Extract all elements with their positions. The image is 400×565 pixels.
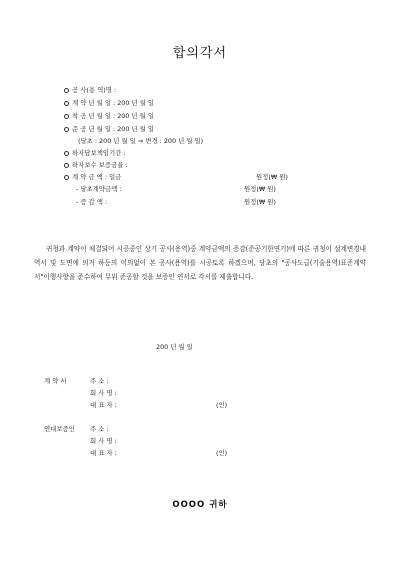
- original-amount-label: - 당초계약금액 :: [76, 185, 122, 193]
- contractor-rep: 대 표 자 :: [90, 401, 117, 409]
- guarantor-seal: (인): [216, 449, 228, 457]
- item-contract-name-label: 공 사(용 역)명 :: [72, 86, 117, 94]
- bullet-icon: [64, 163, 69, 168]
- item-end-date: [64, 125, 154, 133]
- change-amount-label: - 증 감 액 :: [76, 198, 108, 206]
- item-start-date: [64, 112, 154, 120]
- pledge-paragraph: 귀청과 계약이 체결되어 시공중인 상기 공사(용역)중 계약금액의 증감(준공기한연기)에 따른 귀청이 설계변경내역서 및 도면에 의거 하등의 이의없이 본 공사(용역)를 시공토록 하겠으며, 당초의 "공사도급(기술용역)표준계약서"이행사항을 준수하여 무위 준공할 것을 보증인 연서로 각서를 제출합니다.: [34, 245, 366, 281]
- contractor-label: 계 약 서: [44, 377, 67, 385]
- bullet-icon: [64, 101, 69, 106]
- contractor-company: 회 사 명 :: [90, 389, 117, 397]
- item-start-date-label: 착 공 년 월 일 : 200 년 월 일: [72, 112, 155, 120]
- item-contract-name: [64, 86, 116, 94]
- bullet-icon: [64, 88, 69, 93]
- change-date-note: (당초 : 200 년 월 일 ⇒ 변경 : 200 년 월 일): [78, 137, 204, 145]
- item-end-date-label: 준 공 년 월 일 : 200 년 월 일: [72, 125, 155, 133]
- original-amount-won: 원정(₩ 원): [244, 185, 276, 193]
- amount-won: 원정(₩ 원): [256, 173, 288, 181]
- bullet-icon: [64, 127, 69, 132]
- item-contract-date: [64, 99, 154, 107]
- guarantor-address: 주 소 :: [90, 425, 109, 433]
- signing-date: 200 년 월 일: [156, 343, 193, 351]
- item-defect-period: [64, 149, 126, 157]
- bullet-icon: [64, 175, 69, 180]
- bullet-icon: [64, 151, 69, 156]
- contractor-address: 주 소 :: [90, 377, 109, 385]
- change-amount-won: 원정(₩ 원): [244, 198, 276, 206]
- item-contract-date-label: 계 약 년 월 일 : 200 년 월 일: [72, 99, 155, 107]
- bullet-icon: [64, 114, 69, 119]
- document-title: 합의각서: [172, 46, 228, 61]
- guarantor-label: 연대보증인: [44, 425, 75, 433]
- guarantor-company: 회 사 명 :: [90, 437, 117, 445]
- guarantor-rep: 대 표 자 :: [90, 449, 117, 457]
- item-amount: [64, 173, 121, 181]
- item-defect-deposit-label: 하자보수 보증금율 :: [72, 161, 128, 169]
- item-defect-period-label: 하자담보책임기간 :: [72, 149, 126, 157]
- addressee: OOOO 귀하: [172, 500, 228, 510]
- contractor-seal: (인): [216, 401, 228, 409]
- item-amount-label: 계 약 금 액 : 일금: [72, 173, 122, 181]
- item-defect-deposit: [64, 161, 128, 169]
